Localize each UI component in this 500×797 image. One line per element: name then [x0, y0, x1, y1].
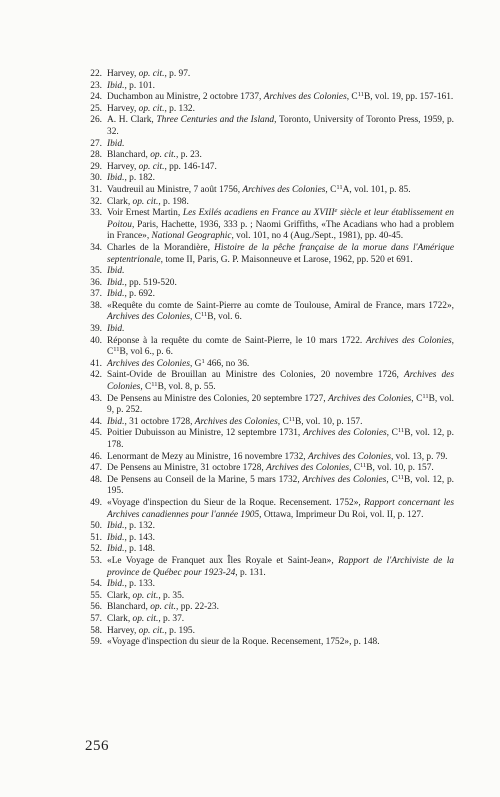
- footnote-text: Charles de la Morandière, Histoire de la pêche française de la morue dans l'Amérique septentrionale, tome II, Paris, G. P. Maisonneuve et Larose, 1962, pp. 520 et 691.: [107, 242, 454, 265]
- footnote-number: 44.: [90, 416, 102, 427]
- footnote-number: 30.: [90, 173, 102, 184]
- footnote-text: Blanchard, op. cit., p. 23.: [107, 150, 202, 161]
- footnote-number: 29.: [90, 161, 102, 172]
- footnote-number: 24.: [90, 92, 102, 103]
- footnote: [84, 475, 454, 498]
- footnote-text: Harvey, op. cit., p. 195.: [107, 625, 195, 636]
- footnote-text: De Pensens au Conseil de la Marine, 5 mars 1732, Archives des Colonies, $C^{11}B$, vol. 12, p. 195.: [107, 473, 454, 497]
- footnote-text: Ibid.: [107, 266, 125, 277]
- footnote-text: Ibid., 31 octobre 1728, Archives des Colonies, $C^{11}B$, vol. 10, p. 157.: [107, 415, 363, 427]
- footnote-number: 41.: [90, 358, 102, 369]
- footnote-number: 58.: [90, 625, 102, 636]
- footnote: [84, 544, 454, 556]
- footnote-number: 51.: [90, 532, 102, 543]
- footnote-number: 48.: [90, 474, 102, 485]
- footnote: [84, 428, 454, 451]
- footnote-text: «Voyage d'inspection du sieur de la Roque. Recensement, 1752», p. 148.: [107, 637, 380, 648]
- footnote: [84, 370, 454, 393]
- footnote-text: Duchambon au Ministre, 2 octobre 1737, Archives des Colonies, $C^{11}B$, vol. 19, pp. 157-161.: [107, 91, 454, 103]
- footnote: [84, 521, 454, 533]
- footnote-text: Clark, op. cit., p. 37.: [107, 613, 185, 624]
- footnote: [84, 637, 454, 649]
- footnote-number: 45.: [90, 428, 102, 439]
- footnote: [84, 139, 454, 151]
- footnote-number: 31.: [90, 184, 102, 195]
- footnote-text: Ibid., pp. 519-520.: [107, 277, 177, 288]
- footnote: [84, 556, 454, 579]
- footnote-text: Vaudreuil au Ministre, 7 août 1756, Archives des Colonies, $C^{11}A$, vol. 101, p. 85.: [107, 183, 411, 195]
- footnote: [84, 394, 454, 417]
- footnote-number: 25.: [90, 103, 102, 114]
- footnote: [84, 81, 454, 93]
- footnote-text: Harvey, op. cit., pp. 146-147.: [107, 161, 217, 172]
- footnote-text: De Pensens au Ministre, 31 octobre 1728, Archives des Colonies, $C^{11}B$, vol. 10, p. 157.: [107, 462, 434, 474]
- footnote: [84, 266, 454, 278]
- footnote: [84, 533, 454, 545]
- footnote-number: 57.: [90, 613, 102, 624]
- footnote-number: 50.: [90, 521, 102, 532]
- footnote-text: «Voyage d'inspection du Sieur de la Roque. Recensement. 1752», Rapport concernant les Archives canadiennes pour l'année 1905, Ottawa, Imprimeur Du Roi, vol. II, p. 127.: [107, 497, 454, 520]
- page-number: 256: [85, 738, 109, 754]
- footnote: [84, 301, 454, 324]
- footnote: [84, 243, 454, 266]
- footnote-text: Ibid., p. 133.: [107, 579, 155, 590]
- footnote-number: 33.: [90, 208, 102, 219]
- footnote: [84, 104, 454, 116]
- footnote-number: 36.: [90, 277, 102, 288]
- footnote-text: Ibid., p. 692.: [107, 289, 155, 300]
- footnote-number: 59.: [90, 637, 102, 648]
- footnote-number: 37.: [90, 289, 102, 300]
- footnote-number: 49.: [90, 497, 102, 508]
- footnote: [84, 278, 454, 290]
- footnote: [84, 602, 454, 614]
- footnote: [84, 579, 454, 591]
- footnote: [84, 150, 454, 162]
- footnote: [84, 336, 454, 359]
- footnote-text: De Pensens au Ministre des Colonies, 20 septembre 1727, Archives des Colonies, $C^{11}B$, vol. 9, p. 252.: [107, 392, 454, 416]
- footnote-text: Voir Ernest Martin, Les Exilés acadiens en France au XVIIIe siècle et leur établissement en Poitou, Paris, Hachette, 1936, 333 p. ; Naomi Griffiths, «The Acadians who had a problem in France», National Geographic, vol. 101, no 4 (Aug./Sept., 1981), pp. 40-45.: [107, 207, 454, 242]
- footnote-number: 38.: [90, 300, 102, 311]
- footnote-number: 43.: [90, 393, 102, 404]
- footnote-number: 26.: [90, 115, 102, 126]
- footnote-text: Archives des Colonies, $G^1$ 466, no 36.: [107, 357, 250, 369]
- footnote-text: Ibid., p. 143.: [107, 532, 155, 543]
- footnote-number: 47.: [90, 463, 102, 474]
- footnote: [84, 208, 454, 243]
- footnote-text: Lenormant de Mezy au Ministre, 16 novembre 1732, Archives des Colonies, vol. 13, p. 79.: [107, 451, 448, 462]
- footnote-number: 55.: [90, 590, 102, 601]
- footnote-number: 46.: [90, 451, 102, 462]
- footnote-text: Blanchard, op. cit., pp. 22-23.: [107, 602, 219, 613]
- footnote: [84, 614, 454, 626]
- footnote-number: 32.: [90, 196, 102, 207]
- footnote-text: A. H. Clark, Three Centuries and the Island, Toronto, University of Toronto Press, 1959, p. 32.: [107, 115, 454, 137]
- footnote-number: 39.: [90, 324, 102, 335]
- footnote: [84, 197, 454, 209]
- footnote-number: 27.: [90, 138, 102, 149]
- footnote-text: Harvey, op. cit., p. 132.: [107, 103, 195, 114]
- footnote: [84, 69, 454, 81]
- footnote: [84, 626, 454, 638]
- footnote-text: Ibid., p. 182.: [107, 173, 155, 184]
- footnote-number: 42.: [90, 370, 102, 381]
- footnote: [84, 115, 454, 138]
- footnote-number: 54.: [90, 579, 102, 590]
- footnote-number: 56.: [90, 602, 102, 613]
- footnote-text: Ibid., p. 132.: [107, 521, 155, 532]
- footnote: [84, 173, 454, 185]
- footnote-number: 35.: [90, 266, 102, 277]
- footnote: [84, 359, 454, 371]
- footnote: [84, 289, 454, 301]
- footnote-number: 34.: [90, 242, 102, 253]
- footnote: [84, 498, 454, 521]
- footnote: [84, 324, 454, 336]
- footnote-text: Ibid.: [107, 138, 125, 149]
- footnote-text: Clark, op. cit., p. 35.: [107, 590, 185, 601]
- footnote-text: «Requête du comte de Saint-Pierre au comte de Toulouse, Amiral de France, mars 1722», Archives des Colonies, $C^{11}B$, vol. 6.: [107, 300, 454, 323]
- footnote-number: 52.: [90, 544, 102, 555]
- footnote-text: Ibid., p. 101.: [107, 80, 155, 91]
- footnote: [84, 92, 454, 104]
- footnote: [84, 162, 454, 174]
- footnote-number: 23.: [90, 80, 102, 91]
- footnote: [84, 591, 454, 603]
- footnote-number: 28.: [90, 150, 102, 161]
- footnote-number: 22.: [90, 69, 102, 79]
- footnote-text: Clark, op. cit., p. 198.: [107, 196, 189, 207]
- footnote-text: Ibid.: [107, 324, 125, 335]
- footnote: [84, 185, 454, 197]
- footnote-number: 40.: [90, 335, 102, 346]
- footnote-text: Réponse à la requête du comte de Saint-Pierre, le 10 mars 1722. Archives des Colonies, $C^{11}B$, vol 6., p. 6.: [107, 335, 454, 358]
- footnote-number: 53.: [90, 555, 102, 566]
- footnote-text: Ibid., p. 148.: [107, 544, 155, 555]
- footnote-text: Harvey, op. cit., p. 97.: [107, 69, 191, 79]
- footnote-text: Poitier Dubuisson au Ministre, 12 septembre 1731, Archives des Colonies, $C^{11}B$, vol. 12, p. 178.: [107, 427, 454, 450]
- footnote-text: «Le Voyage de Franquet aux Îles Royale et Saint-Jean», Rapport de l'Archiviste de la province de Québec pour 1923-24, p. 131.: [107, 555, 454, 578]
- footnote-list: [84, 69, 454, 649]
- footnote-text: Saint-Ovide de Brouillan au Ministre des Colonies, 20 novembre 1726, Archives des Colonies, $C^{11}B$, vol. 8, p. 55.: [107, 370, 454, 393]
- footnote: [84, 452, 454, 464]
